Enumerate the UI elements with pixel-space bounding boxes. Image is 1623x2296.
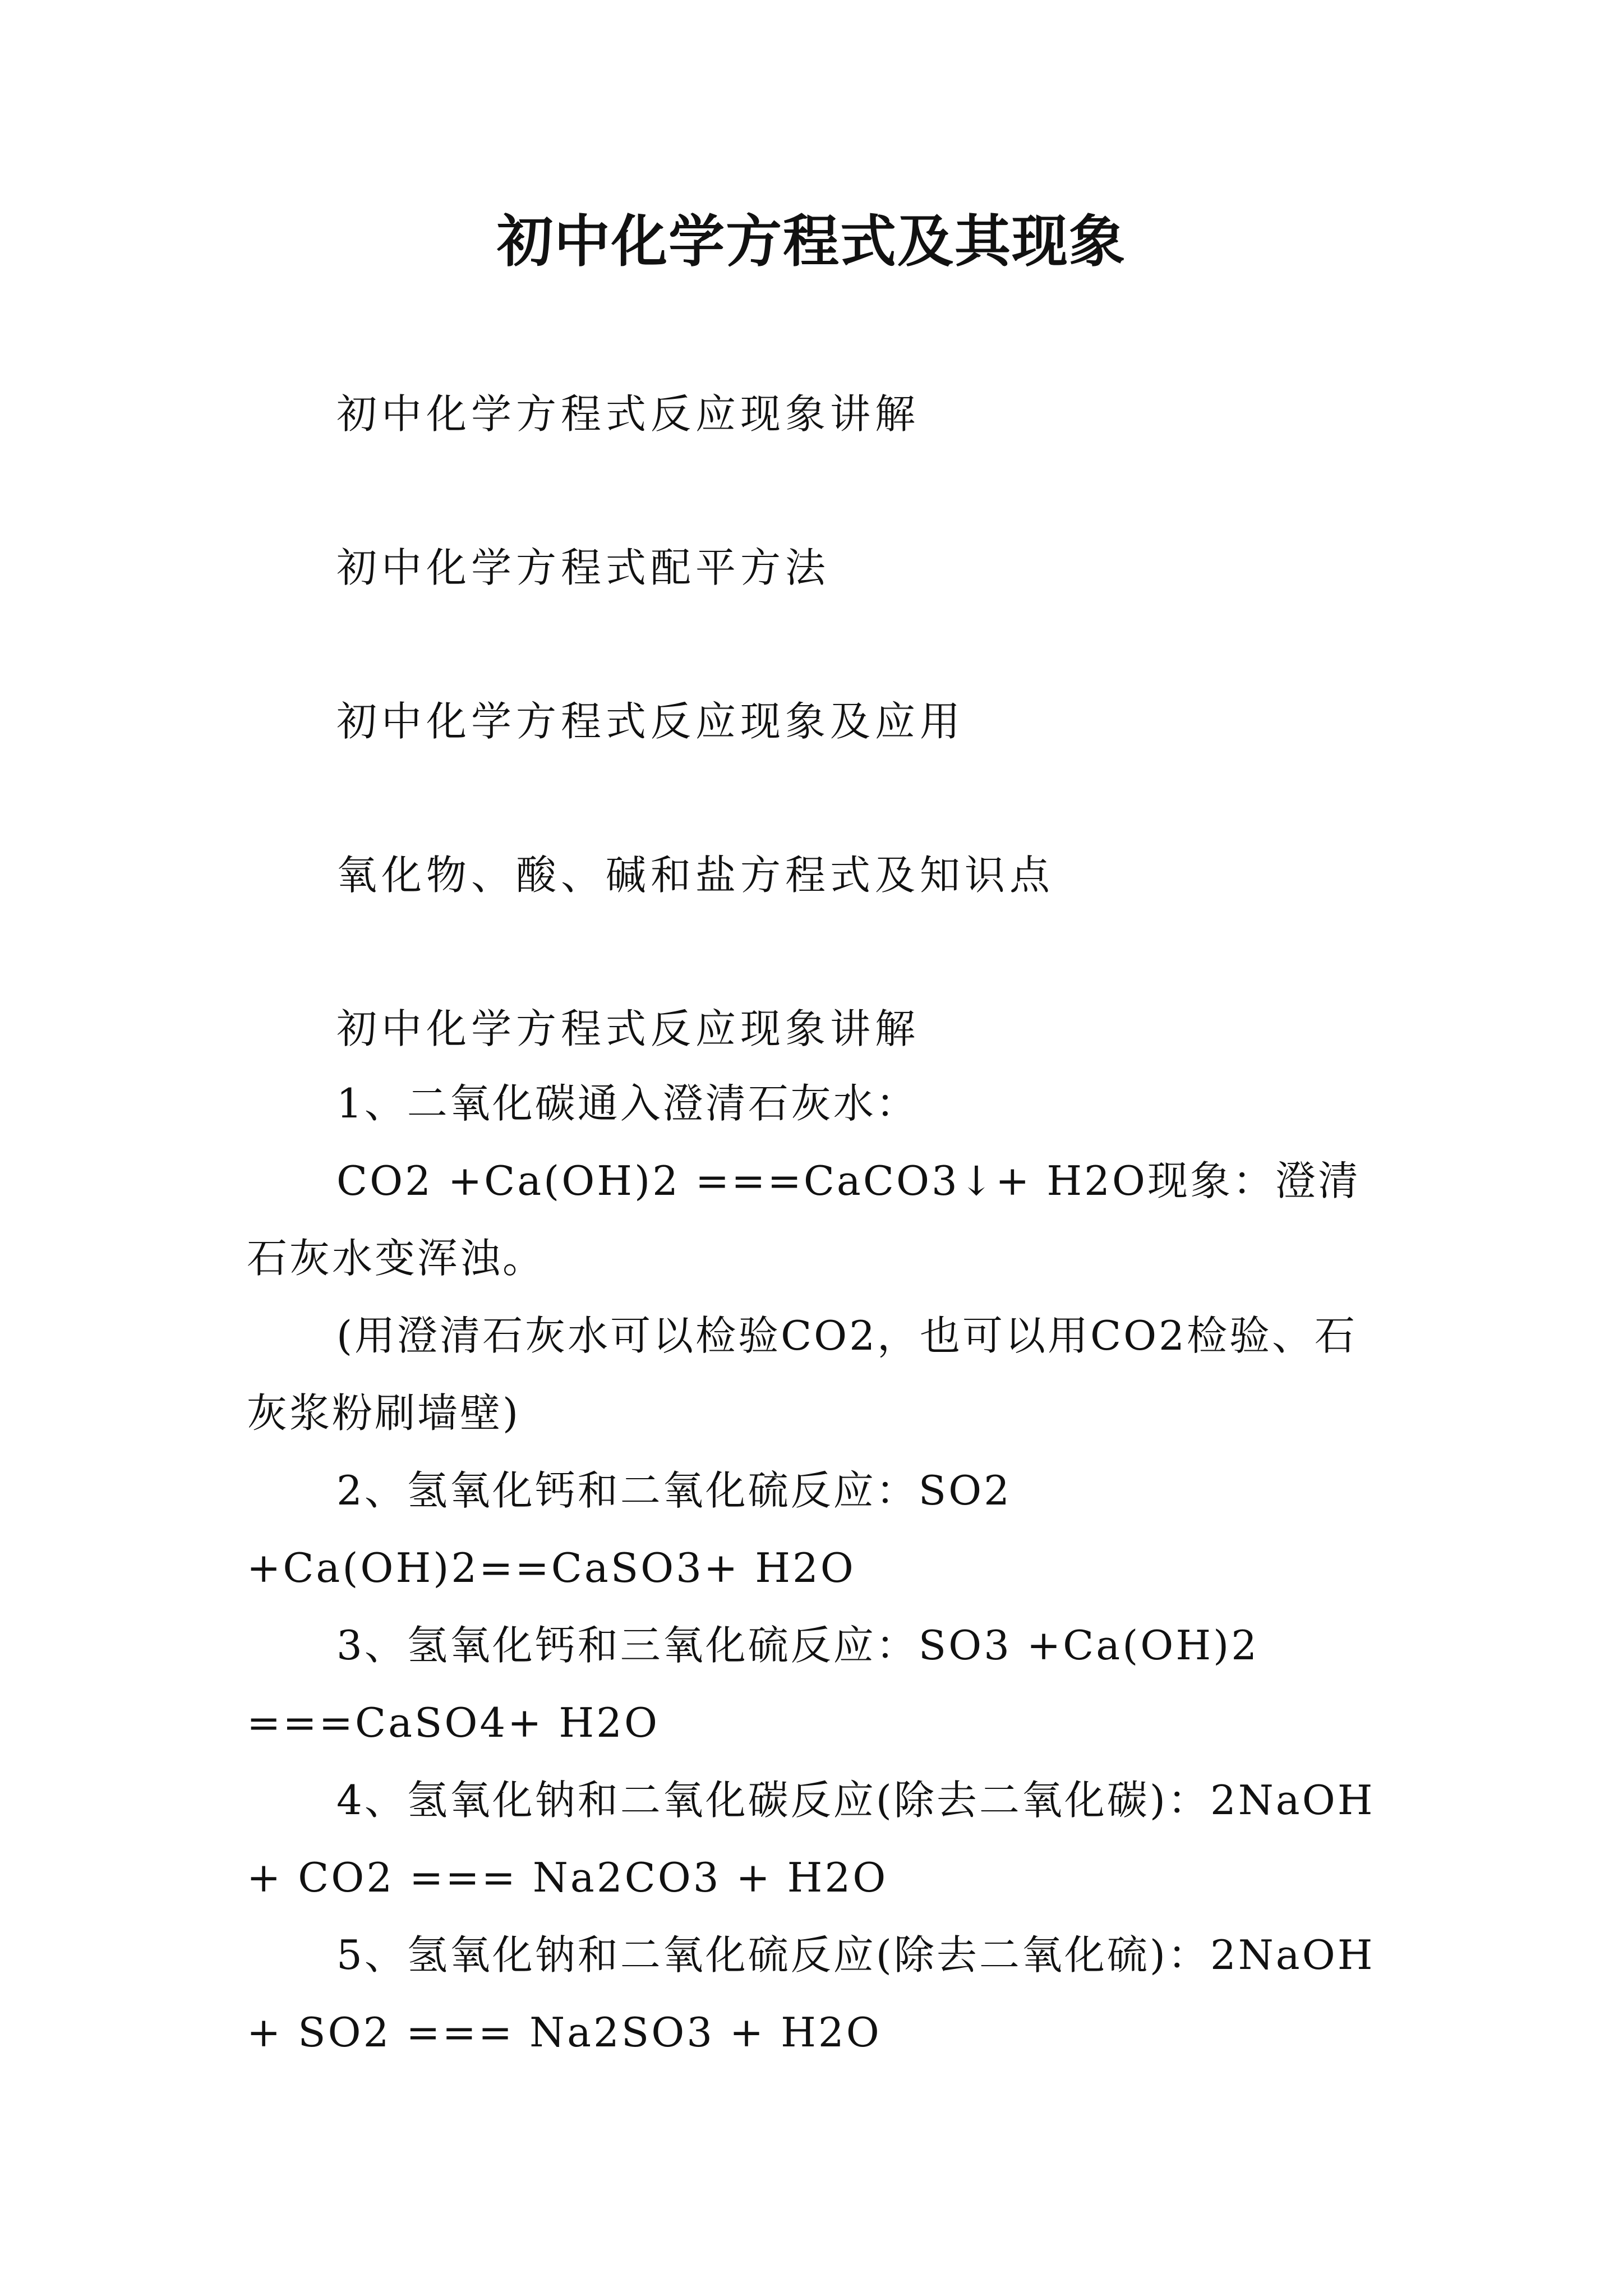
section-heading: 初中化学方程式反应现象讲解	[336, 1005, 920, 1052]
toc-item-4: 氧化物、酸、碱和盐方程式及知识点	[336, 852, 1055, 899]
paragraph-2: CO2 +Ca(OH)2 ===CaCO3↓+ H2O现象：澄清石灰水变浑浊。	[247, 1157, 1361, 1282]
paragraph-1: 1、二氧化碳通入澄清石灰水：	[336, 1080, 919, 1127]
paragraph-3: (用澄清石灰水可以检验CO2，也可以用CO2检验、石灰浆粉刷墙壁)	[247, 1312, 1357, 1437]
paragraph-6: 4、氢氧化钠和二氧化碳反应(除去二氧化碳)：2NaOH + CO2 === Na2CO3 + H2O	[247, 1777, 1375, 1901]
paragraph-4: 2、氢氧化钙和二氧化硫反应：SO2 +Ca(OH)2==CaSO3+ H2O	[247, 1467, 1012, 1591]
toc-item-3: 初中化学方程式反应现象及应用	[336, 698, 965, 745]
toc-item-2: 初中化学方程式配平方法	[336, 544, 831, 591]
paragraph-7: 5、氢氧化钠和二氧化硫反应(除去二氧化硫)：2NaOH + SO2 === Na2SO3 + H2O	[247, 1931, 1375, 2056]
toc-item-1: 初中化学方程式反应现象讲解	[336, 390, 920, 438]
paragraph-5: 3、氢氧化钙和三氧化硫反应：SO3 +Ca(OH)2 ===CaSO4+ H2O	[247, 1622, 1260, 1746]
document-title: 初中化学方程式及其现象	[497, 208, 1126, 274]
